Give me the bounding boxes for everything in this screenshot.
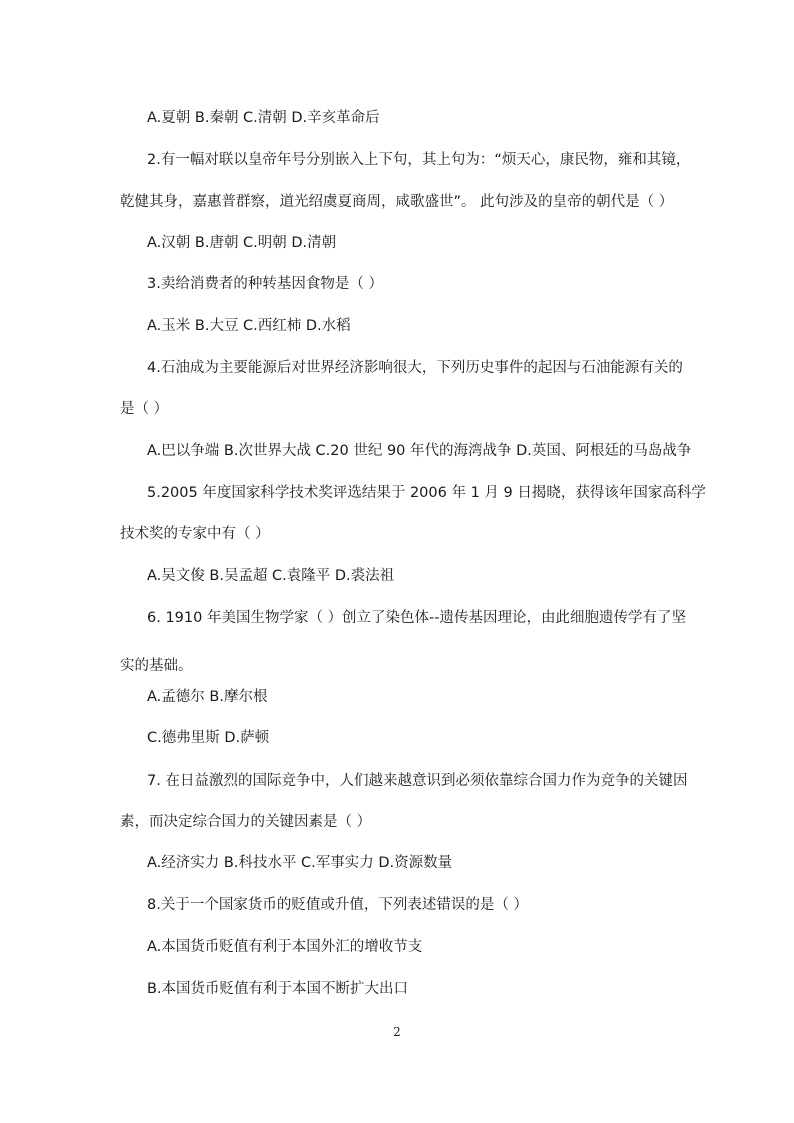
option-line-q3: A.玉米 B.大豆 C.西红柿 D.水稻 xyxy=(147,318,351,334)
question-4-line-2: 是（ ） xyxy=(120,401,169,417)
option-line-q7: A.经济实力 B.科技水平 C.军事实力 D.资源数量 xyxy=(147,855,453,871)
question-8: 8.关于一个国家货币的贬值或升值，下列表述错误的是（ ） xyxy=(147,897,528,913)
question-7-line-2: 素，而决定综合国力的关键因素是（ ） xyxy=(120,814,372,830)
option-line-q8-b: B.本国货币贬值有利于本国不断扩大出口 xyxy=(147,981,409,997)
option-line-q5: A.吴文俊 B.吴孟超 C.袁隆平 D.裘法祖 xyxy=(147,568,395,584)
page-number: 2 xyxy=(393,1025,401,1039)
question-2-line-1: 2.有一幅对联以皇帝年号分别嵌入上下句，其上句为：“烦天心，康民物，雍和其镜， xyxy=(147,152,691,168)
question-7-line-1: 7. 在日益激烈的国际竞争中，人们越来越意识到必须依靠综合国力作为竞争的关键因 xyxy=(147,773,688,789)
option-line-q6-a: A.孟德尔 B.摩尔根 xyxy=(147,689,268,705)
option-line-q4: A.巴以争端 B.次世界大战 C.20 世纪 90 年代的海湾战争 D.英国、阿根廷的马岛战争 xyxy=(147,443,692,459)
question-4-line-1: 4.石油成为主要能源后对世界经济影响很大，下列历史事件的起因与石油能源有关的 xyxy=(147,360,683,376)
question-5-line-2: 技术奖的专家中有（ ） xyxy=(120,526,270,542)
question-6-line-2: 实的基础。 xyxy=(120,658,193,674)
option-line-q1: A.夏朝 B.秦朝 C.清朝 D.辛亥革命后 xyxy=(147,110,380,126)
question-2-line-2: 乾健其身，嘉惠普群察，道光绍虞夏商周，咸歌盛世”。 此句涉及的皇帝的朝代是（ ） xyxy=(120,194,674,210)
option-line-q6-b: C.德弗里斯 D.萨顿 xyxy=(147,730,270,746)
question-5-line-1: 5.2005 年度国家科学技术奖评选结果于 2006 年 1 月 9 日揭晓，获得该年国家高科学 xyxy=(147,485,706,501)
option-line-q2: A.汉朝 B.唐朝 C.明朝 D.清朝 xyxy=(147,235,337,251)
question-3: 3.卖给消费者的种转基因食物是（ ） xyxy=(147,276,383,292)
question-6-line-1: 6. 1910 年美国生物学家（ ）创立了染色体--遗传基因理论，由此细胞遗传学有了坚 xyxy=(147,610,687,626)
option-line-q8-a: A.本国货币贬值有利于本国外汇的增收节支 xyxy=(147,939,423,955)
